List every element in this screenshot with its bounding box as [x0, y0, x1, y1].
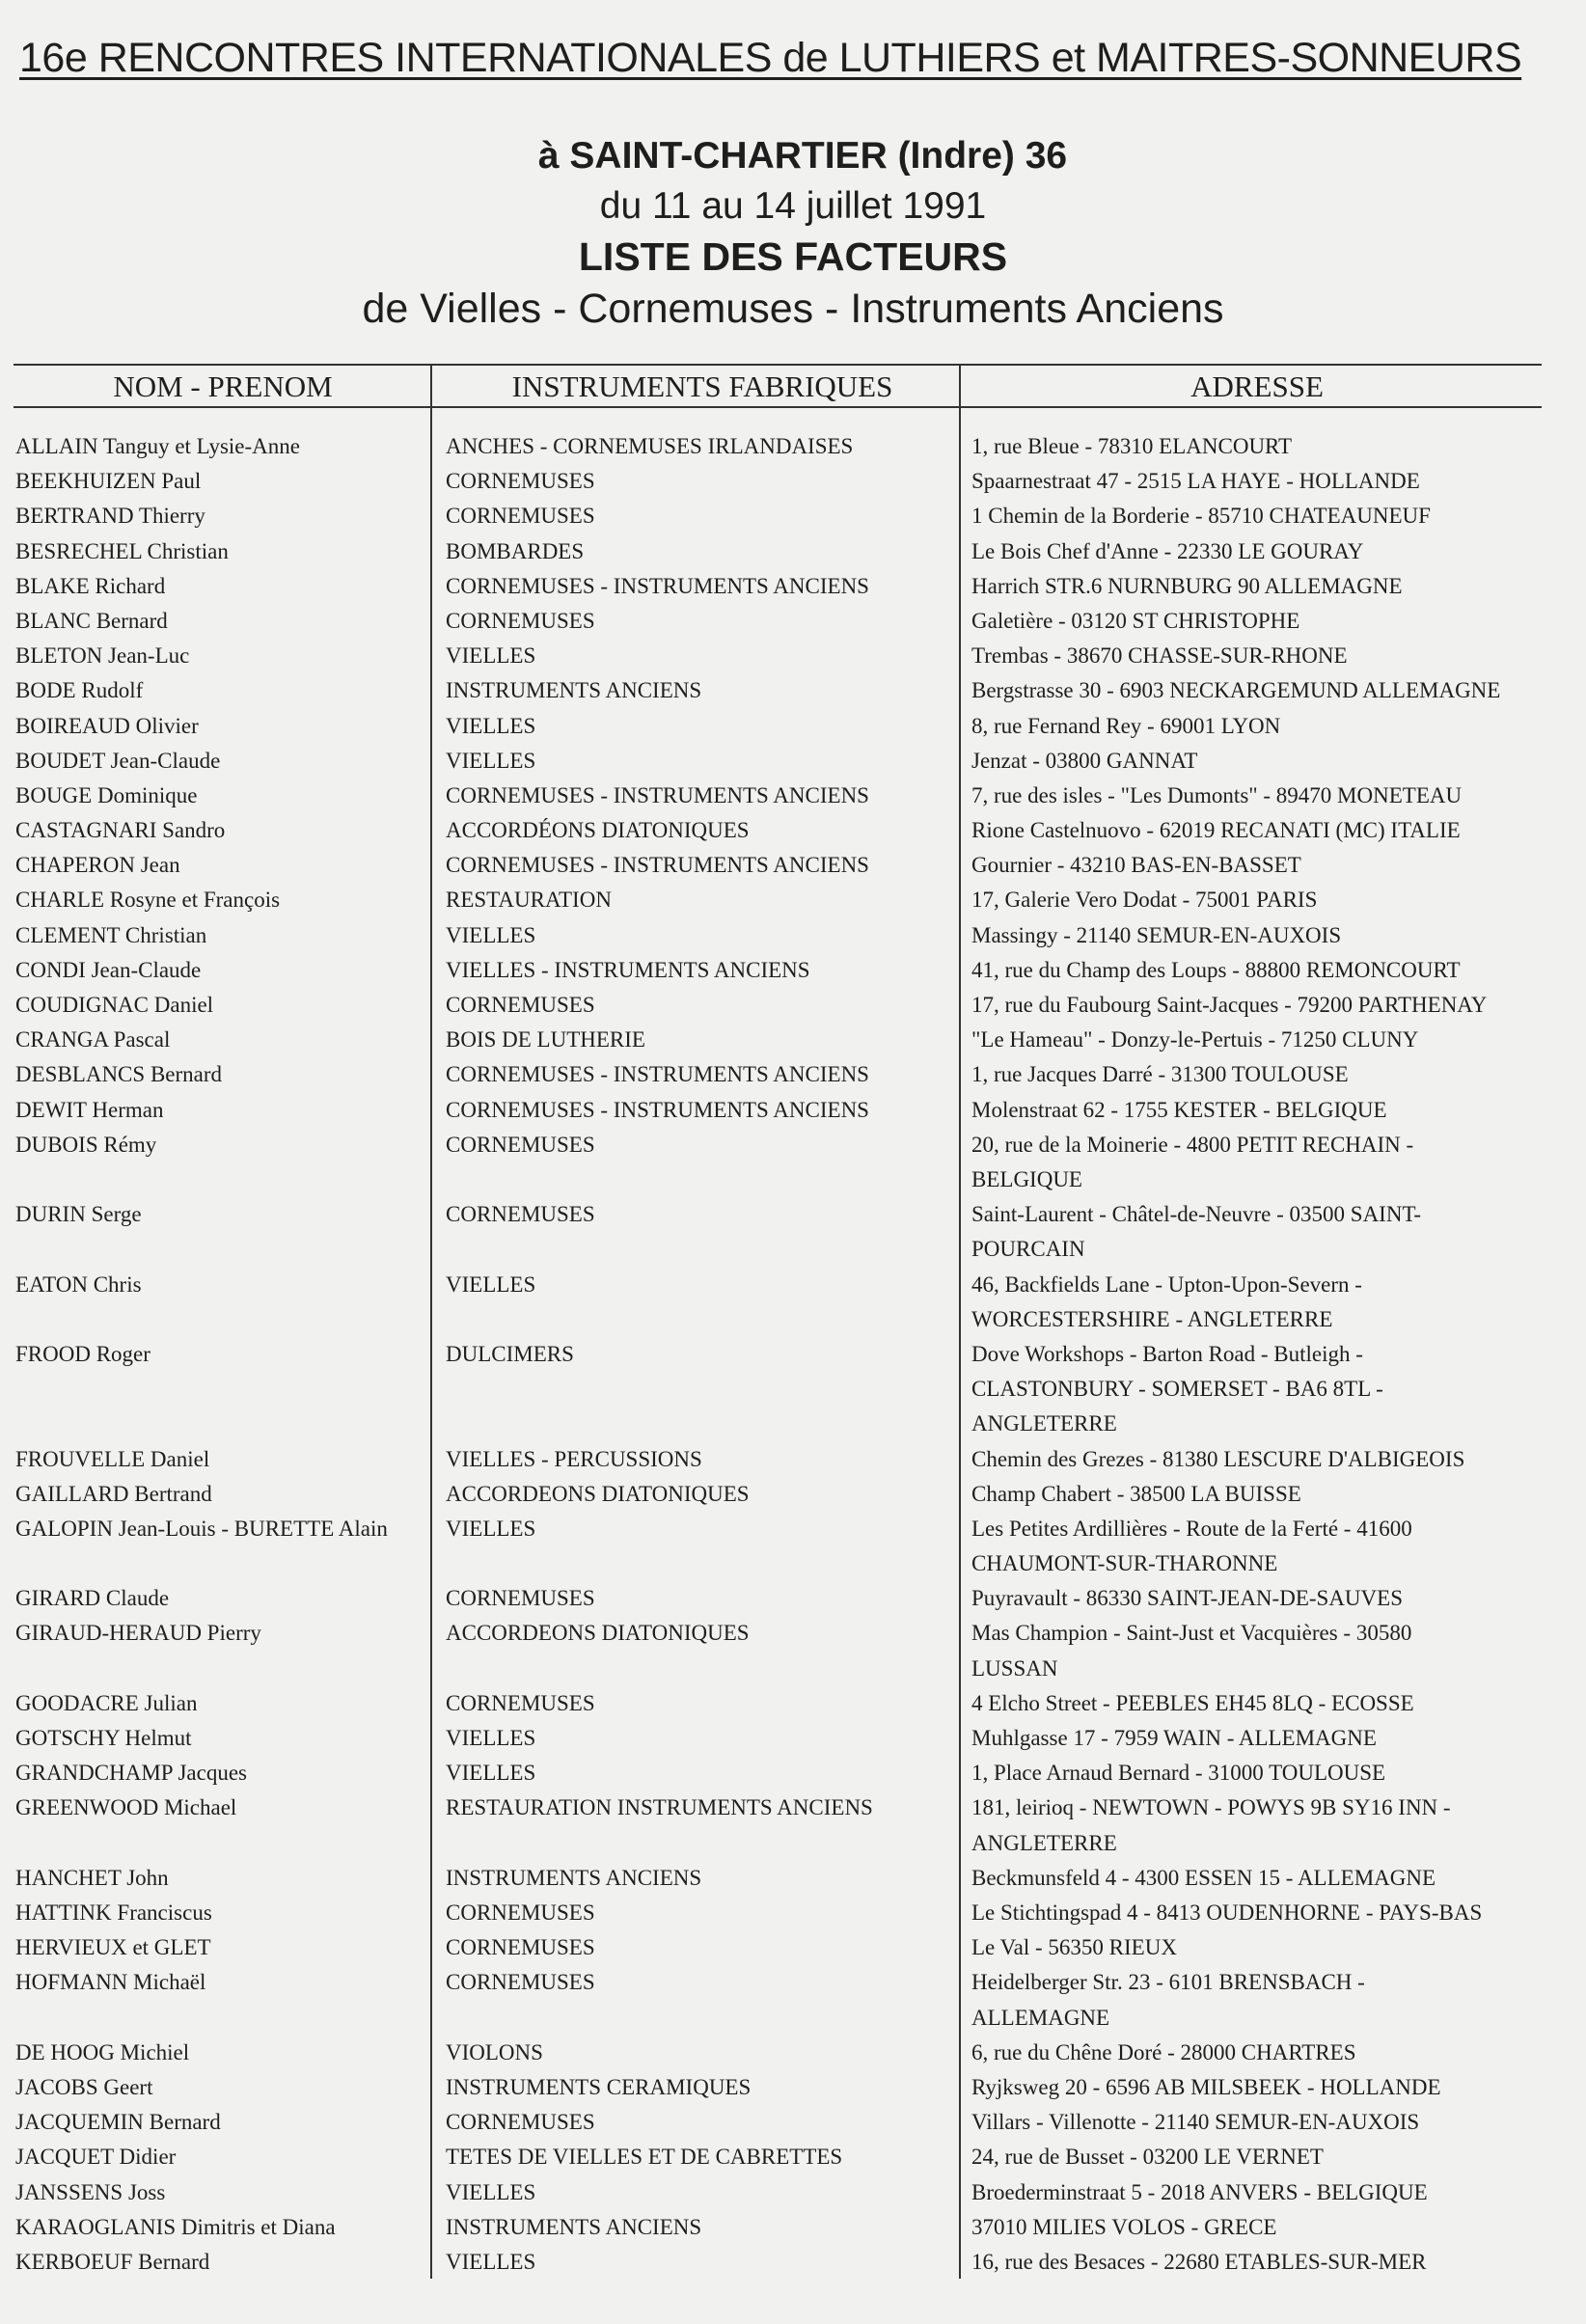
table-row	[14, 1512, 1542, 1581]
address-line: Le Val - 56350 RIEUX	[971, 1935, 1177, 1960]
maker-address	[971, 2070, 1550, 2105]
address-line: Le Stichtingspad 4 - 8413 OUDENHORNE - PAYS-BAS	[971, 1900, 1483, 1925]
table-row	[14, 953, 1542, 988]
table-row	[14, 1756, 1542, 1791]
maker-address	[971, 2210, 1550, 2245]
maker-instruments: VIELLES	[446, 713, 536, 738]
maker-name: COUDIGNAC Daniel	[15, 993, 214, 1017]
maker-address	[971, 2245, 1550, 2280]
address-line: 37010 MILIES VOLOS - GRECE	[971, 2214, 1277, 2239]
maker-name: DE HOOG Michiel	[15, 2039, 190, 2064]
maker-address	[971, 429, 1550, 464]
maker-instruments: CORNEMUSES - INSTRUMENTS ANCIENS	[446, 573, 869, 598]
maker-instruments: VIOLONS	[446, 2039, 543, 2064]
maker-address	[971, 639, 1550, 673]
maker-name: FROUVELLE Daniel	[15, 1446, 210, 1471]
address-line: Champ Chabert - 38500 LA BUISSE	[971, 1481, 1301, 1506]
address-line: 1, rue Bleue - 78310 ELANCOURT	[971, 434, 1293, 458]
maker-instruments: RESTAURATION INSTRUMENTS ANCIENS	[446, 1795, 873, 1820]
maker-name: BEEKHUIZEN Paul	[15, 469, 202, 494]
maker-name: DEWIT Herman	[15, 1097, 164, 1122]
maker-address	[971, 1930, 1550, 1965]
maker-instruments: VIELLES - PERCUSSIONS	[446, 1446, 702, 1471]
maker-name: BOIREAUD Olivier	[15, 713, 199, 738]
maker-instruments: CORNEMUSES	[446, 469, 595, 494]
address-line: Gournier - 43210 BAS-EN-BASSET	[971, 853, 1301, 878]
address-line: 6, rue du Chêne Doré - 28000 CHARTRES	[971, 2039, 1356, 2064]
address-line: 1 Chemin de la Borderie - 85710 CHATEAUNEUF	[971, 504, 1431, 529]
address-line: Mas Champion - Saint-Just et Vacquières - 30580	[971, 1621, 1412, 1646]
address-line: Puyravault - 86330 SAINT-JEAN-DE-SAUVES	[971, 1586, 1403, 1611]
address-line: 4 Elcho Street - PEEBLES EH45 8LQ - ECOSSE	[971, 1690, 1414, 1715]
maker-instruments: VIELLES	[446, 2179, 536, 2204]
maker-instruments: VIELLES	[446, 2249, 536, 2274]
maker-instruments: VIELLES	[446, 1761, 536, 1786]
maker-name: HATTINK Franciscus	[15, 1900, 212, 1925]
address-line: ALLEMAGNE	[971, 2005, 1110, 2030]
maker-name: JACQUET Didier	[15, 2145, 177, 2170]
table-row	[14, 1896, 1542, 1930]
table-row	[14, 918, 1542, 953]
maker-instruments: VIELLES	[446, 1726, 536, 1751]
maker-address	[971, 464, 1550, 499]
maker-address	[971, 1268, 1550, 1337]
maker-address	[971, 1581, 1550, 1616]
maker-instruments: CORNEMUSES - INSTRUMENTS ANCIENS	[446, 1062, 869, 1087]
address-line: "Le Hameau" - Donzy-le-Pertuis - 71250 CLUNY	[971, 1027, 1419, 1053]
event-title: 16e RENCONTRES INTERNATIONALES de LUTHIERS et MAITRES-SONNEURS	[19, 35, 1522, 81]
address-line: Villars - Villenotte - 21140 SEMUR-EN-AUXOIS	[971, 2110, 1420, 2135]
address-line: WORCESTERSHIRE - ANGLETERRE	[971, 1306, 1333, 1331]
maker-instruments: VIELLES	[446, 1271, 536, 1297]
maker-address	[971, 1337, 1550, 1442]
maker-address	[971, 673, 1550, 708]
table-row	[14, 709, 1542, 744]
address-line: LUSSAN	[971, 1655, 1058, 1681]
maker-name: CONDI Jean-Claude	[15, 957, 202, 982]
maker-instruments: CORNEMUSES - INSTRUMENTS ANCIENS	[446, 1097, 869, 1122]
address-line: CHAUMONT-SUR-THARONNE	[971, 1551, 1278, 1576]
address-line: 46, Backfields Lane - Upton-Upon-Severn -	[971, 1271, 1362, 1297]
maker-address	[971, 883, 1550, 917]
table-row	[14, 779, 1542, 813]
maker-name: GIRARD Claude	[15, 1586, 170, 1611]
table-row	[14, 1721, 1542, 1756]
header-address: ADRESSE	[1190, 369, 1324, 403]
maker-name: DUBOIS Rémy	[15, 1132, 157, 1157]
address-line: POURCAIN	[971, 1237, 1085, 1262]
maker-name: KERBOEUF Bernard	[15, 2249, 210, 2274]
maker-address	[971, 813, 1550, 848]
maker-address	[971, 1791, 1550, 1860]
table-row	[14, 2105, 1542, 2140]
maker-address	[971, 569, 1550, 604]
table-row	[14, 639, 1542, 673]
address-line: 24, rue de Busset - 03200 LE VERNET	[971, 2145, 1324, 2170]
maker-address	[971, 1512, 1550, 1581]
maker-name: JANSSENS Joss	[15, 2179, 166, 2204]
maker-name: GREENWOOD Michael	[15, 1795, 237, 1820]
maker-instruments: CORNEMUSES	[446, 608, 595, 633]
maker-instruments: BOIS DE LUTHERIE	[446, 1027, 645, 1053]
maker-address	[971, 1721, 1550, 1756]
address-line: Harrich STR.6 NURNBURG 90 ALLEMAGNE	[971, 573, 1403, 598]
table-row	[14, 744, 1542, 779]
header-instruments: INSTRUMENTS FABRIQUES	[511, 369, 893, 403]
maker-name: GRANDCHAMP Jacques	[15, 1761, 248, 1786]
table-row	[14, 2175, 1542, 2210]
maker-address	[971, 1128, 1550, 1197]
maker-instruments: CORNEMUSES	[446, 1132, 595, 1157]
maker-instruments: DULCIMERS	[446, 1341, 574, 1366]
address-line: Heidelberger Str. 23 - 6101 BRENSBACH -	[971, 1970, 1365, 1995]
maker-address	[971, 1477, 1550, 1512]
table-row	[14, 1477, 1542, 1512]
maker-name: KARAOGLANIS Dimitris et Diana	[15, 2214, 336, 2239]
maker-name: FROOD Roger	[15, 1341, 150, 1366]
table-row	[14, 848, 1542, 883]
maker-instruments: ACCORDEONS DIATONIQUES	[446, 1481, 750, 1506]
table-row	[14, 2036, 1542, 2070]
header-name: NOM - PRENOM	[113, 369, 333, 403]
maker-instruments: VIELLES	[446, 643, 536, 669]
table-row	[14, 2245, 1542, 2280]
maker-name: BLAKE Richard	[15, 573, 166, 598]
maker-name: HANCHET John	[15, 1865, 169, 1890]
maker-name: BLETON Jean-Luc	[15, 643, 190, 669]
address-line: 17, rue du Faubourg Saint-Jacques - 79200 PARTHENAY	[971, 993, 1488, 1017]
address-line: Chemin des Grezes - 81380 LESCURE D'ALBIGEOIS	[971, 1446, 1465, 1471]
maker-name: BLANC Bernard	[15, 608, 168, 633]
maker-instruments: INSTRUMENTS ANCIENS	[446, 2214, 702, 2239]
maker-address	[971, 848, 1550, 883]
table-row	[14, 1791, 1542, 1860]
maker-address	[971, 2105, 1550, 2140]
makers-table	[14, 364, 1542, 2274]
maker-address	[971, 779, 1550, 813]
maker-address	[971, 1093, 1550, 1128]
maker-name: CHAPERON Jean	[15, 853, 180, 878]
maker-address	[971, 1965, 1550, 2035]
maker-name: GOODACRE Julian	[15, 1690, 198, 1715]
maker-address	[971, 1057, 1550, 1092]
maker-instruments: VIELLES	[446, 922, 536, 947]
table-row	[14, 1861, 1542, 1896]
table-row	[14, 2140, 1542, 2174]
list-title: LISTE DES FACTEURS	[578, 234, 1008, 279]
address-line: Dove Workshops - Barton Road - Butleigh -	[971, 1341, 1363, 1366]
maker-address	[971, 534, 1550, 569]
maker-address	[971, 2140, 1550, 2174]
table-header	[14, 364, 1542, 408]
maker-instruments: CORNEMUSES	[446, 1586, 595, 1611]
maker-instruments: RESTAURATION	[446, 888, 612, 913]
address-line: Trembas - 38670 CHASSE-SUR-RHONE	[971, 643, 1348, 669]
table-row	[14, 464, 1542, 499]
maker-address	[971, 1686, 1550, 1721]
maker-address	[971, 1616, 1550, 1685]
maker-instruments: CORNEMUSES	[446, 1935, 595, 1960]
maker-instruments: INSTRUMENTS CERAMIQUES	[446, 2074, 752, 2099]
list-subtitle: de Vielles - Cornemuses - Instruments Anciens	[362, 286, 1224, 332]
header-block	[0, 131, 1586, 334]
address-line: Le Bois Chef d'Anne - 22330 LE GOURAY	[971, 538, 1364, 563]
table-row	[14, 1057, 1542, 1092]
address-line: Jenzat - 03800 GANNAT	[971, 748, 1198, 773]
maker-name: CASTAGNARI Sandro	[15, 818, 226, 843]
table-row	[14, 813, 1542, 848]
table-row	[14, 1093, 1542, 1128]
maker-name: ALLAIN Tanguy et Lysie-Anne	[15, 434, 300, 458]
table-row	[14, 569, 1542, 604]
maker-address	[971, 1197, 1550, 1267]
maker-instruments: CORNEMUSES	[446, 1900, 595, 1925]
maker-instruments: ACCORDEONS DIATONIQUES	[446, 1621, 750, 1646]
maker-instruments: CORNEMUSES	[446, 993, 595, 1017]
maker-instruments: CORNEMUSES - INSTRUMENTS ANCIENS	[446, 782, 869, 807]
maker-instruments: ACCORDÉONS DIATONIQUES	[446, 818, 750, 843]
maker-name: JACQUEMIN Bernard	[15, 2110, 221, 2135]
maker-address	[971, 1896, 1550, 1930]
maker-instruments: VIELLES - INSTRUMENTS ANCIENS	[446, 957, 810, 982]
address-line: Saint-Laurent - Châtel-de-Neuvre - 03500 SAINT-	[971, 1202, 1422, 1227]
maker-name: HERVIEUX et GLET	[15, 1935, 211, 1960]
maker-name: JACOBS Geert	[15, 2074, 153, 2099]
table-row	[14, 1930, 1542, 1965]
table-row	[14, 1197, 1542, 1267]
maker-name: CLEMENT Christian	[15, 922, 207, 947]
maker-address	[971, 1442, 1550, 1477]
maker-name: HOFMANN Michaël	[15, 1970, 206, 1995]
maker-address	[971, 953, 1550, 988]
table-row	[14, 673, 1542, 708]
maker-address	[971, 744, 1550, 779]
address-line: BELGIQUE	[971, 1166, 1082, 1191]
address-line: Spaarnestraat 47 - 2515 LA HAYE - HOLLANDE	[971, 469, 1420, 494]
address-line: Massingy - 21140 SEMUR-EN-AUXOIS	[971, 922, 1342, 947]
table-row	[14, 1581, 1542, 1616]
maker-instruments: INSTRUMENTS ANCIENS	[446, 678, 702, 703]
address-line: 8, rue Fernand Rey - 69001 LYON	[971, 713, 1281, 738]
maker-instruments: VIELLES	[446, 748, 536, 773]
address-line: Broederminstraat 5 - 2018 ANVERS - BELGIQUE	[971, 2179, 1428, 2204]
address-line: Les Petites Ardillières - Route de la Ferté - 41600	[971, 1516, 1412, 1541]
maker-name: CRANGA Pascal	[15, 1027, 171, 1053]
maker-name: DURIN Serge	[15, 1202, 142, 1227]
table-row	[14, 2070, 1542, 2105]
address-line: ANGLETERRE	[971, 1830, 1117, 1855]
event-location: à SAINT-CHARTIER (Indre) 36	[537, 135, 1068, 177]
maker-address	[971, 1861, 1550, 1896]
maker-name: GIRAUD-HERAUD Pierry	[15, 1621, 261, 1646]
address-line: Beckmunsfeld 4 - 4300 ESSEN 15 - ALLEMAGNE	[971, 1865, 1436, 1890]
maker-address	[971, 499, 1550, 533]
table-row	[14, 534, 1542, 569]
maker-instruments: INSTRUMENTS ANCIENS	[446, 1865, 702, 1890]
maker-address	[971, 709, 1550, 744]
address-line: 1, Place Arnaud Bernard - 31000 TOULOUSE	[971, 1761, 1386, 1786]
maker-address	[971, 988, 1550, 1023]
table-row	[14, 429, 1542, 464]
table-row	[14, 1686, 1542, 1721]
maker-name: GOTSCHY Helmut	[15, 1726, 192, 1751]
maker-instruments: CORNEMUSES	[446, 504, 595, 529]
maker-name: BOUDET Jean-Claude	[15, 748, 221, 773]
address-line: CLASTONBURY - SOMERSET - BA6 8TL -	[971, 1377, 1383, 1402]
table-row	[14, 604, 1542, 639]
maker-address	[971, 1023, 1550, 1057]
address-line: 41, rue du Champ des Loups - 88800 REMONCOURT	[971, 957, 1461, 982]
table-row	[14, 2210, 1542, 2245]
maker-name: GAILLARD Bertrand	[15, 1481, 212, 1506]
table-row	[14, 1965, 1542, 2035]
address-line: Muhlgasse 17 - 7959 WAIN - ALLEMAGNE	[971, 1726, 1377, 1751]
maker-name: BERTRAND Thierry	[15, 504, 205, 529]
maker-instruments: CORNEMUSES	[446, 1202, 595, 1227]
table-row	[14, 1442, 1542, 1477]
maker-instruments: CORNEMUSES	[446, 1970, 595, 1995]
maker-instruments: CORNEMUSES	[446, 2110, 595, 2135]
maker-address	[971, 604, 1550, 639]
table-row	[14, 1268, 1542, 1337]
maker-address	[971, 918, 1550, 953]
address-line: 17, Galerie Vero Dodat - 75001 PARIS	[971, 888, 1318, 913]
address-line: 1, rue Jacques Darré - 31300 TOULOUSE	[971, 1062, 1349, 1087]
address-line: 16, rue des Besaces - 22680 ETABLES-SUR-MER	[971, 2249, 1427, 2274]
address-line: 181, leirioq - NEWTOWN - POWYS 9B SY16 INN -	[971, 1795, 1451, 1820]
address-line: Molenstraat 62 - 1755 KESTER - BELGIQUE	[971, 1097, 1387, 1122]
maker-name: BESRECHEL Christian	[15, 538, 229, 563]
table-row	[14, 1337, 1542, 1442]
maker-name: GALOPIN Jean-Louis - BURETTE Alain	[15, 1516, 388, 1541]
maker-name: CHARLE Rosyne et François	[15, 888, 281, 913]
table-row	[14, 1128, 1542, 1197]
address-line: Ryjksweg 20 - 6596 AB MILSBEEK - HOLLANDE	[971, 2074, 1441, 2099]
maker-address	[971, 1756, 1550, 1791]
address-line: Bergstrasse 30 - 6903 NECKARGEMUND ALLEMAGNE	[971, 678, 1501, 703]
table-row	[14, 1023, 1542, 1057]
address-line: ANGLETERRE	[971, 1411, 1117, 1436]
maker-name: EATON Chris	[15, 1271, 142, 1297]
address-line: Rione Castelnuovo - 62019 RECANATI (MC) ITALIE	[971, 818, 1461, 843]
maker-instruments: CORNEMUSES	[446, 1690, 595, 1715]
maker-name: BODE Rudolf	[15, 678, 144, 703]
table-row	[14, 988, 1542, 1023]
event-dates: du 11 au 14 juillet 1991	[599, 185, 987, 227]
address-line: Galetière - 03120 ST CHRISTOPHE	[971, 608, 1300, 633]
maker-name: BOUGE Dominique	[15, 782, 198, 807]
table-row	[14, 883, 1542, 917]
maker-instruments: VIELLES	[446, 1516, 536, 1541]
maker-instruments: BOMBARDES	[446, 538, 585, 563]
maker-instruments: TETES DE VIELLES ET DE CABRETTES	[446, 2145, 843, 2170]
maker-address	[971, 2175, 1550, 2210]
table-row	[14, 1616, 1542, 1685]
maker-address	[971, 2036, 1550, 2070]
maker-instruments: CORNEMUSES - INSTRUMENTS ANCIENS	[446, 853, 869, 878]
address-line: 20, rue de la Moinerie - 4800 PETIT RECHAIN -	[971, 1132, 1414, 1157]
maker-instruments: ANCHES - CORNEMUSES IRLANDAISES	[446, 434, 854, 458]
table-body	[14, 429, 1542, 2280]
address-line: 7, rue des isles - "Les Dumonts" - 89470 MONETEAU	[971, 782, 1463, 807]
table-row	[14, 499, 1542, 533]
maker-name: DESBLANCS Bernard	[15, 1062, 223, 1087]
